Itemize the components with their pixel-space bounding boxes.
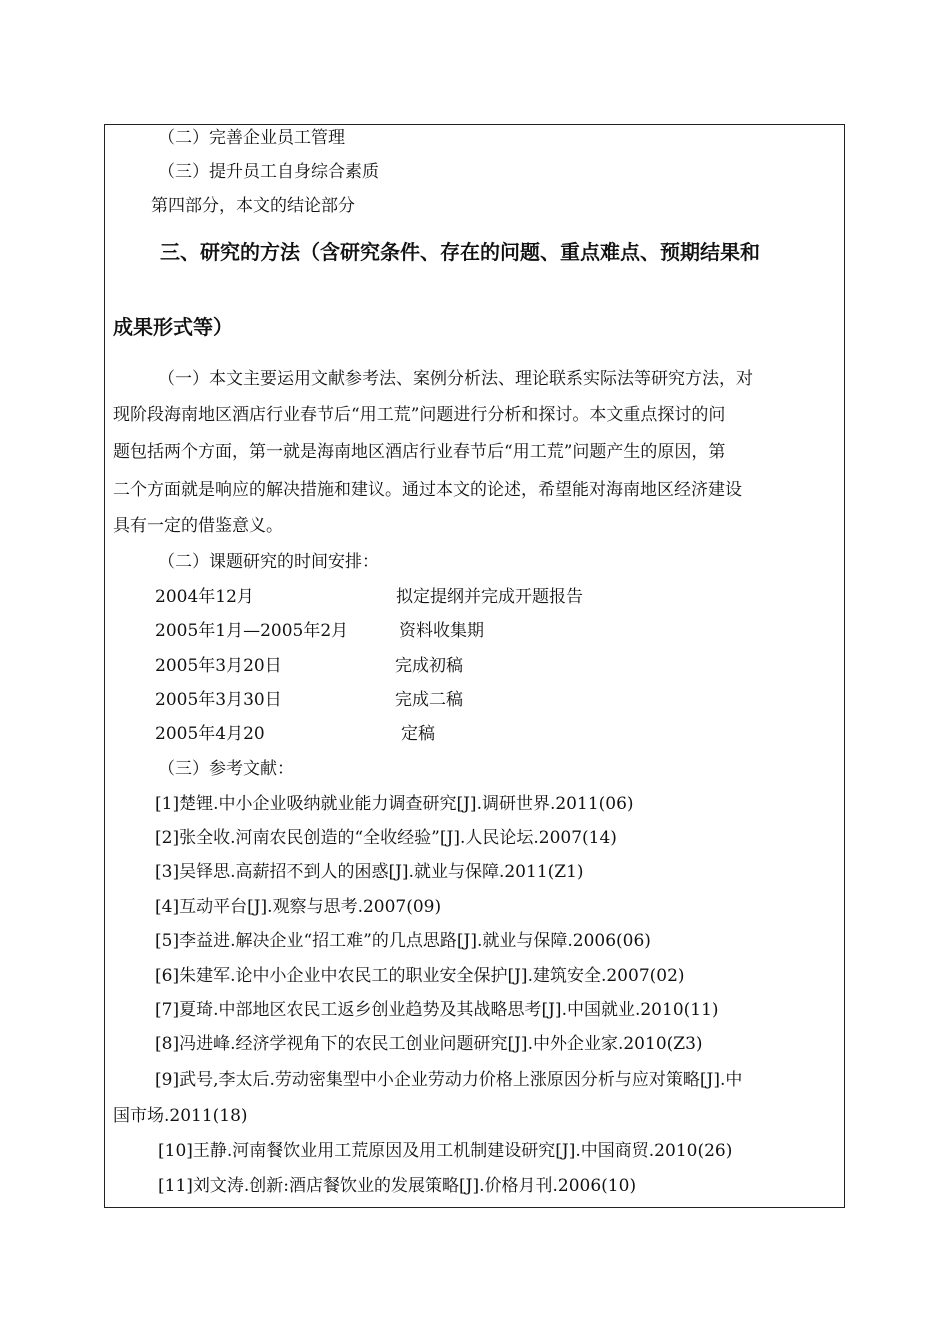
outline-item: （三）提升员工自身综合素质: [158, 162, 379, 182]
schedule-task: 完成初稿: [395, 656, 463, 676]
outline-item: 第四部分，本文的结论部分: [151, 196, 355, 216]
schedule-date: 2005年4月20: [155, 724, 265, 744]
schedule-date: 2005年1月—2005年2月: [155, 621, 349, 641]
section-heading: 三、研究的方法（含研究条件、存在的问题、重点难点、预期结果和: [160, 240, 760, 264]
reference-item: [1]楚锂.中小企业吸纳就业能力调查研究[J].调研世界.2011(06): [155, 794, 634, 814]
schedule-task: 完成二稿: [395, 690, 463, 710]
reference-item: [3]吴铎思.高薪招不到人的困惑[J].就业与保障.2011(Z1): [155, 862, 584, 882]
schedule-date: 2004年12月: [155, 587, 254, 607]
reference-item: [6]朱建军.论中小企业中农民工的职业安全保护[J].建筑安全.2007(02): [155, 966, 685, 986]
reference-item: [10]王静.河南餐饮业用工荒原因及用工机制建设研究[J].中国商贸.2010(26): [158, 1141, 733, 1161]
schedule-heading: （二）课题研究的时间安排：: [158, 552, 379, 572]
method-paragraph-line: 题包括两个方面，第一就是海南地区酒店行业春节后“用工荒”问题产生的原因，第: [113, 442, 726, 462]
method-paragraph-line: （一）本文主要运用文献参考法、案例分析法、理论联系实际法等研究方法，对: [158, 369, 753, 389]
reference-item: [8]冯进峰.经济学视角下的农民工创业问题研究[J].中外企业家.2010(Z3): [155, 1034, 703, 1054]
schedule-task: 拟定提纲并完成开题报告: [396, 587, 583, 607]
reference-item-cont: 国市场.2011(18): [113, 1106, 248, 1126]
schedule-task: 定稿: [401, 724, 435, 744]
reference-item: [11]刘文涛.创新:酒店餐饮业的发展策略[J].价格月刊.2006(10): [158, 1176, 637, 1196]
outline-item: （二）完善企业员工管理: [158, 128, 345, 148]
reference-item: [9]武号,李太后.劳动密集型中小企业劳动力价格上涨原因分析与应对策略[J].中: [155, 1070, 743, 1090]
section-heading-cont: 成果形式等）: [113, 315, 233, 339]
reference-item: [7]夏琦.中部地区农民工返乡创业趋势及其战略思考[J].中国就业.2010(11): [155, 1000, 719, 1020]
method-paragraph-line: 具有一定的借鉴意义。: [113, 516, 283, 536]
method-paragraph-line: 现阶段海南地区酒店行业春节后“用工荒”问题进行分析和探讨。本文重点探讨的问: [113, 405, 726, 425]
schedule-date: 2005年3月30日: [155, 690, 282, 710]
method-paragraph-line: 二个方面就是响应的解决措施和建议。通过本文的论述，希望能对海南地区经济建设: [113, 480, 742, 500]
reference-item: [4]互动平台[J].观察与思考.2007(09): [155, 897, 442, 917]
schedule-task: 资料收集期: [399, 621, 484, 641]
schedule-date: 2005年3月20日: [155, 656, 282, 676]
references-heading: （三）参考文献：: [158, 759, 294, 779]
reference-item: [2]张全收.河南农民创造的“全收经验”[J].人民论坛.2007(14): [155, 828, 617, 848]
reference-item: [5]李益进.解决企业“招工难”的几点思路[J].就业与保障.2006(06): [155, 931, 651, 951]
